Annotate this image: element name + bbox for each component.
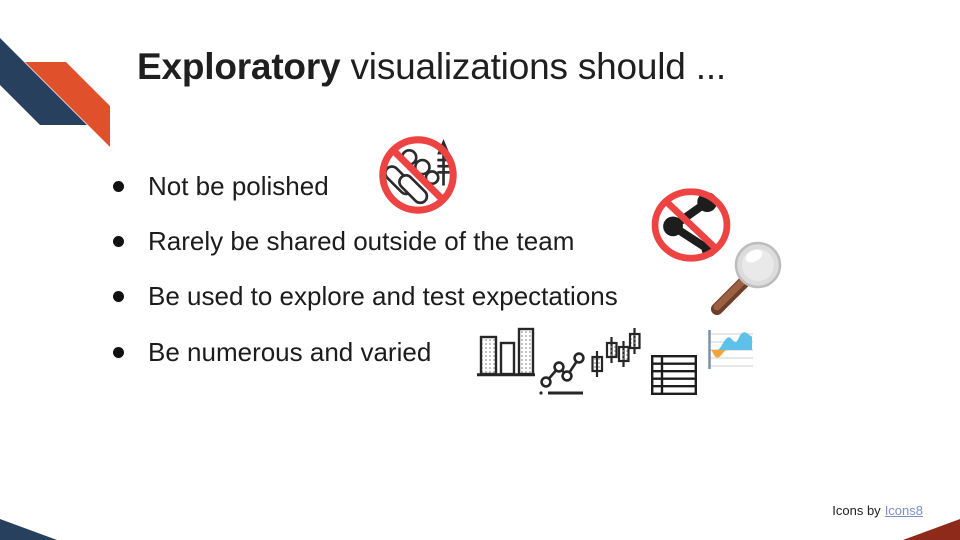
top-left-ribbon-decoration [0, 0, 130, 150]
slide-title-emphasis: Exploratory [137, 46, 341, 87]
bottom-left-ribbon-decoration [0, 516, 60, 540]
table-icon [651, 355, 697, 395]
bullet-marker [113, 181, 124, 192]
icons-credit [832, 503, 923, 518]
bullet-text: Be numerous and varied [148, 336, 432, 367]
bar-chart-icon [476, 326, 536, 378]
bullet-text: Not be polished [148, 170, 329, 201]
slide-title-rest: visualizations should ... [340, 46, 726, 87]
slide-title [137, 47, 726, 88]
no-nail-polish-icon [374, 131, 462, 219]
bottom-right-ribbon-decoration [900, 516, 960, 540]
bullet-text: Rarely be shared outside of the team [148, 225, 575, 256]
bullet-item-3 [113, 280, 618, 312]
icons8-link[interactable]: Icons8 [884, 503, 923, 518]
bullet-item-1 [113, 170, 329, 202]
magnifying-glass-icon [705, 238, 790, 316]
bullet-text: Be used to explore and test expectations [148, 280, 618, 311]
bullet-marker [113, 291, 124, 302]
bullet-marker [113, 236, 124, 247]
candlestick-chart-icon [589, 325, 643, 379]
bullet-item-2 [113, 225, 574, 257]
bullet-item-4 [113, 336, 431, 368]
icons-credit-text: Icons by [832, 503, 881, 518]
line-chart-icon [536, 350, 586, 396]
area-chart-icon [704, 328, 754, 372]
bullet-marker [113, 347, 124, 358]
